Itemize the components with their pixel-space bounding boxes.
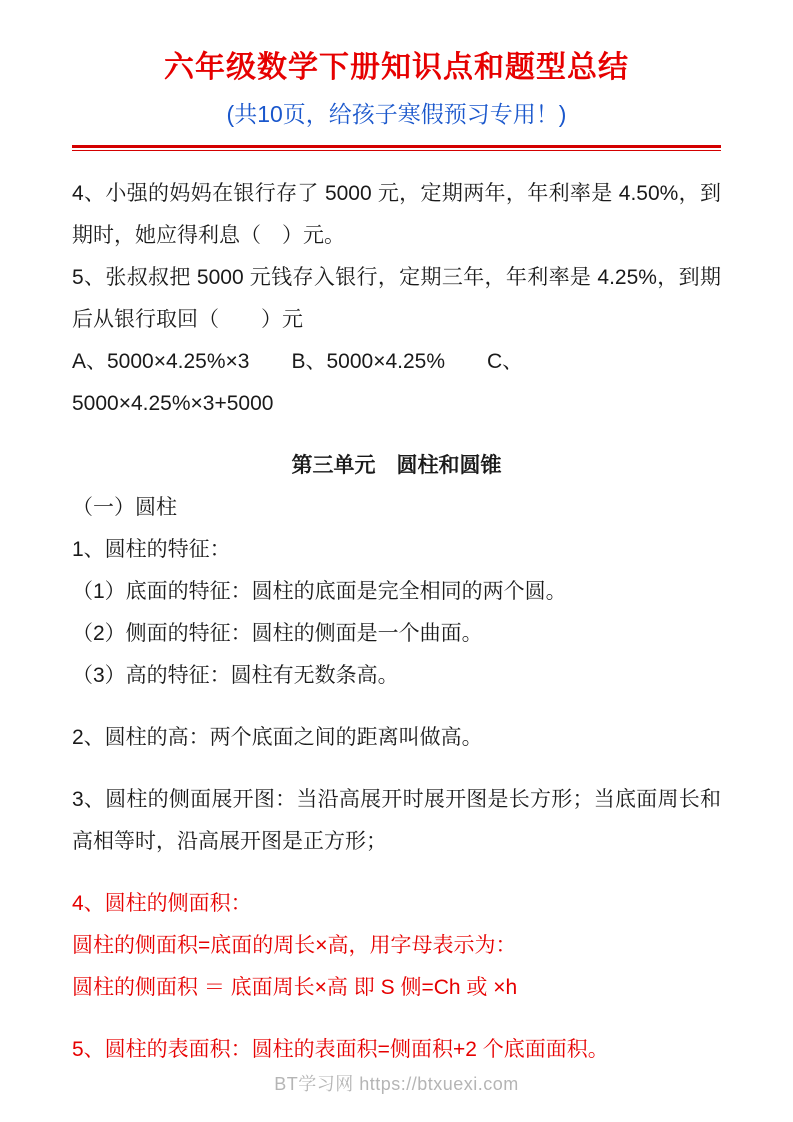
- document-body: [72, 173, 721, 1071]
- question-5: 5、张叔叔把 5000 元钱存入银行，定期三年，年利率是 4.25%，到期后从银行取回（ ）元: [72, 266, 721, 331]
- surface-area-definition: 5、圆柱的表面积：圆柱的表面积=侧面积+2 个底面面积。: [72, 1038, 609, 1061]
- watermark-footer: BT学习网 https://btxuexi.com: [274, 1074, 519, 1094]
- question-4: 4、小强的妈妈在银行存了 5000 元，定期两年，年利率是 4.50%，到期时，她应得利息（ ）元。: [72, 182, 721, 247]
- feature-height: （3）高的特征：圆柱有无数条高。: [72, 664, 399, 687]
- page-subtitle: (共10页，给孩子寒假预习专用！): [226, 101, 567, 127]
- answer-options: A、5000×4.25%×3 B、5000×4.25% C、5000×4.25%×3+5000: [72, 350, 524, 415]
- subsection-heading: （一）圆柱: [72, 496, 177, 519]
- lateral-area-heading: 4、圆柱的侧面积：: [72, 892, 252, 915]
- red-double-divider: [72, 145, 721, 151]
- section-heading: 第三单元 圆柱和圆锥: [291, 454, 502, 477]
- feature-side: （2）侧面的特征：圆柱的侧面是一个曲面。: [72, 622, 483, 645]
- feature-base: （1）底面的特征：圆柱的底面是完全相同的两个圆。: [72, 580, 567, 603]
- cylinder-height-definition: 2、圆柱的高：两个底面之间的距离叫做高。: [72, 726, 483, 749]
- page-title: 六年级数学下册知识点和题型总结: [164, 51, 629, 84]
- lateral-area-formula-1: 圆柱的侧面积=底面的周长×高，用字母表示为：: [72, 934, 517, 957]
- cylinder-lateral-unfold: 3、圆柱的侧面展开图：当沿高展开时展开图是长方形；当底面周长和高相等时，沿高展开图是正方形；: [72, 788, 721, 853]
- cylinder-features-heading: 1、圆柱的特征：: [72, 538, 231, 561]
- lateral-area-formula-2: 圆柱的侧面积 ＝ 底面周长×高 即 S 侧=Ch 或 ×h: [72, 976, 518, 999]
